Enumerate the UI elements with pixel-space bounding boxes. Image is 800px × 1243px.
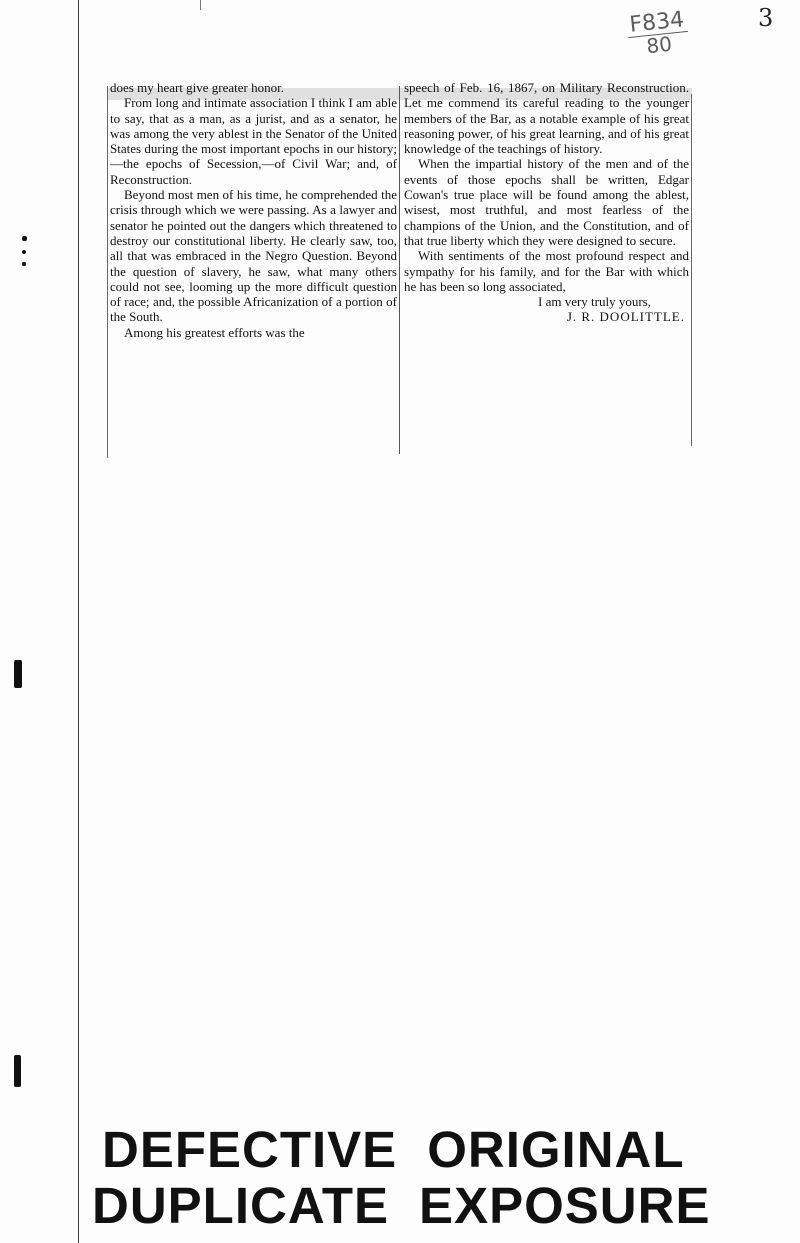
binding-margin-line <box>78 0 79 1243</box>
defect-notice-line-1 <box>92 1122 732 1178</box>
paragraph: When the impartial history of the men and of the events of those epochs shall be written, Edgar Cowan's true place will be found among the ablest, wisest, most truthful, and most fearless of the champions of the Union, and the Constitution, and of that true liberty which they were designed to secure. <box>404 156 689 248</box>
archive-stamp-number: F834 <box>628 7 686 38</box>
archive-stamp-sub: 80 <box>628 31 690 58</box>
top-edge-mark <box>200 0 201 10</box>
paragraph: Among his greatest efforts was the <box>124 324 305 340</box>
clipping-right-edge <box>691 94 692 446</box>
column-rule <box>399 86 400 454</box>
binding-hole-mark-1 <box>14 660 22 688</box>
paragraph: With sentiments of the most profound respect and sympathy for his family, and for the Bar with which he has been so long associated, <box>404 248 689 294</box>
letter-signature: J. R. DOOLITTLE. <box>566 309 685 325</box>
newspaper-clipping <box>107 80 692 460</box>
paragraph: From long and intimate association I think I am able to say, that as a man, as a jurist, and as a senator, he was among the very ablest in the Senator of the United States during the most important epochs in our history;—the epochs of Secession,—of Civil War; and, of Reconstruction. <box>110 95 397 187</box>
archive-stamp <box>610 7 706 59</box>
paragraph: does my heart give greater honor. <box>110 80 284 95</box>
paragraph: Beyond most men of his time, he comprehended the crisis through which we were passing. As a lawyer and senator he pointed out the dangers which threatened to destroy our constitutional liberty. He clearly saw, too, all that was embraced in the Negro Question. Beyond the question of slavery, he saw, what many others could not see, looming up the more difficult question of race; and, the possible Africanization of a portion of the South. <box>110 187 397 325</box>
binding-dot-3 <box>22 262 26 266</box>
notice-word: ORIGINAL <box>427 1121 685 1178</box>
paragraph: speech of Feb. 16, 1867, on Military Reconstruction. Let me commend its careful reading to the younger members of the Bar, as a notable example of his great reasoning power, of his great learning, and of his great knowledge of the teachings of history. <box>404 80 689 157</box>
page-number: 3 <box>758 4 774 32</box>
defect-notice-line-2 <box>92 1178 732 1234</box>
defect-notice <box>92 1122 732 1234</box>
clipping-left-edge <box>107 86 108 458</box>
notice-word: DUPLICATE <box>92 1177 390 1234</box>
notice-word: DEFECTIVE <box>102 1121 398 1178</box>
letter-closing: I am very truly yours, <box>537 294 651 310</box>
binding-dot-1 <box>22 236 27 241</box>
binding-dot-2 <box>22 250 26 254</box>
clipping-left-column <box>110 80 397 340</box>
notice-word: EXPOSURE <box>419 1177 711 1234</box>
clipping-right-column <box>404 80 689 325</box>
binding-hole-mark-2 <box>14 1055 21 1087</box>
